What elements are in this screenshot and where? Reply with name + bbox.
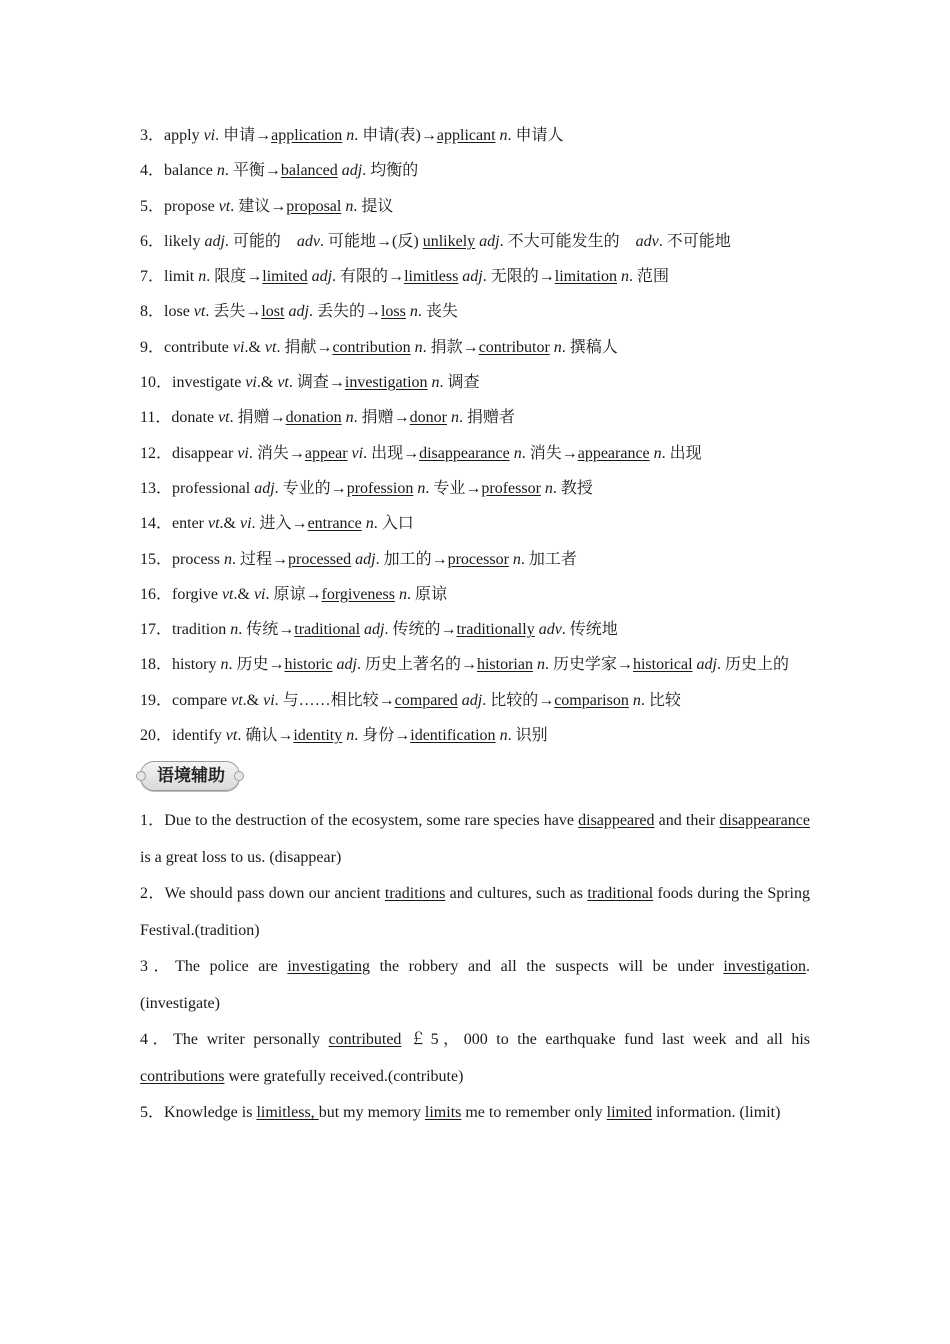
answer-blank: historian	[476, 656, 533, 674]
text-segment: enter	[172, 515, 208, 533]
answer-blank: processed	[288, 550, 352, 568]
part-of-speech: vt	[218, 409, 230, 427]
part-of-speech: adj	[341, 162, 363, 180]
part-of-speech: n	[512, 550, 521, 568]
text-segment: history	[172, 656, 221, 674]
text-segment: . 可能的	[224, 232, 297, 250]
part-of-speech: n	[653, 444, 662, 462]
text-segment: donate	[171, 409, 219, 427]
item-number: 16	[140, 585, 156, 603]
text-segment: . 均衡的	[362, 162, 419, 180]
text-segment: . 丧失	[417, 303, 458, 321]
answer-blank: balanced	[280, 162, 338, 180]
text-segment: . 平衡→	[224, 162, 281, 180]
text-segment: is a great loss to us. (disappear)	[140, 848, 342, 866]
answer-blank: traditionally	[456, 621, 535, 639]
text-segment: . 消失→	[248, 444, 305, 462]
answer-blank: lost	[261, 303, 285, 321]
item-number: 17	[140, 621, 156, 639]
part-of-speech: adv	[538, 621, 562, 639]
text-segment: . 限度→	[206, 268, 263, 286]
text-segment: .&	[244, 338, 265, 356]
part-of-speech: adj	[204, 232, 225, 250]
vocab-item: 18．history n. 历史→historic adj. 历史上著名的→historian n. 历史学家→historical adj. 历史上的	[140, 656, 789, 674]
example-sentence: 4．The writer personally contributed ￡5，000 to the earthquake fund last week and all his contributions were gratefully received.(contribute)	[140, 1031, 810, 1085]
part-of-speech: vt	[208, 515, 220, 533]
text-segment: likely	[164, 232, 205, 250]
text-segment: .&	[233, 585, 254, 603]
text-segment: . 调查→	[288, 374, 345, 392]
answer-blank: compared	[394, 691, 458, 709]
answer-blank: appear	[304, 444, 348, 462]
part-of-speech: adj	[288, 303, 309, 321]
vocab-item: 16．forgive vt.& vi. 原谅→forgiveness n. 原谅	[140, 585, 447, 603]
answer-blank: historical	[632, 656, 693, 674]
part-of-speech: n	[230, 621, 239, 639]
section-header	[140, 753, 810, 803]
text-segment: . 教授	[552, 479, 593, 497]
example-sentence: 5．Knowledge is limitless, but my memory limits me to remember only limited information. (limit)	[140, 1104, 781, 1122]
text-segment: information. (limit)	[651, 1104, 781, 1122]
text-segment: tradition	[172, 621, 231, 639]
vocab-item: 11．donate vt. 捐赠→donation n. 捐赠→donor n. 捐赠者	[140, 409, 515, 427]
text-segment: but my memory	[318, 1104, 425, 1122]
part-of-speech: adj	[355, 550, 376, 568]
answer-blank: investigating	[287, 958, 370, 976]
part-of-speech: n	[345, 197, 354, 215]
answer-blank: limitless	[404, 268, 459, 286]
item-number: 1	[140, 812, 148, 830]
text-segment: . 入口	[373, 515, 414, 533]
text-segment: . 无限的→	[482, 268, 555, 286]
text-segment: . 捐献→	[276, 338, 333, 356]
part-of-speech: vi	[245, 374, 257, 392]
part-of-speech: vt	[264, 338, 277, 356]
part-of-speech: vi	[351, 444, 364, 462]
text-segment: . 传统→	[238, 621, 295, 639]
part-of-speech: adj	[479, 232, 500, 250]
item-number: 3	[140, 127, 148, 144]
text-segment: . 加工者	[520, 550, 577, 568]
text-segment: balance	[164, 162, 217, 180]
text-segment: contribute	[164, 338, 233, 356]
part-of-speech: n	[346, 127, 355, 144]
item-number: 3	[140, 958, 148, 976]
part-of-speech: n	[345, 409, 354, 427]
item-number: 2	[140, 885, 148, 903]
answer-blank: contributions	[140, 1067, 225, 1085]
text-segment: . 不可能地	[658, 232, 731, 250]
part-of-speech: adj	[311, 268, 333, 286]
item-number: 11	[140, 409, 156, 427]
answer-blank: applicant	[436, 127, 496, 144]
example-sentence-list	[140, 803, 810, 1132]
text-segment: . 识别	[507, 727, 548, 745]
answer-blank: historic	[284, 656, 333, 674]
part-of-speech: vi	[240, 515, 252, 533]
part-of-speech: vi	[263, 691, 275, 709]
part-of-speech: n	[198, 268, 207, 286]
text-segment: .&	[256, 374, 278, 392]
part-of-speech: adv	[296, 232, 321, 250]
text-segment: limit	[164, 268, 199, 286]
part-of-speech: n	[414, 338, 423, 356]
answer-blank: contribution	[332, 338, 411, 356]
text-segment: . 传统的→	[384, 621, 457, 639]
example-sentence: 2．We should pass down our ancient traditions and cultures, such as traditional foods during the Spring Festival.(tradition)	[140, 885, 811, 939]
answer-blank: donation	[285, 409, 342, 427]
vocab-item: 5．propose vt. 建议→proposal n. 提议	[140, 197, 394, 215]
text-segment: . 加工的→	[375, 550, 448, 568]
item-number: 14	[140, 515, 156, 533]
example-sentence: 1．Due to the destruction of the ecosystem, some rare species have disappeared and their disappearance is a great loss to us. (disappear)	[140, 812, 810, 866]
text-segment: . 申请(表)→	[354, 127, 437, 144]
text-segment: We should pass down our ancient	[164, 885, 385, 903]
part-of-speech: n	[398, 585, 407, 603]
part-of-speech: n	[216, 162, 225, 180]
part-of-speech: adv	[635, 232, 659, 250]
part-of-speech: vt	[221, 585, 234, 603]
part-of-speech: n	[544, 479, 553, 497]
item-number: 4	[140, 162, 148, 180]
text-segment: . 捐赠→	[229, 409, 286, 427]
part-of-speech: n	[346, 727, 355, 745]
text-segment: . 原谅→	[265, 585, 322, 603]
text-segment: were gratefully received.(contribute)	[224, 1067, 464, 1085]
vocab-item: 4．balance n. 平衡→balanced adj. 均衡的	[140, 162, 419, 180]
text-segment: . 历史→	[228, 656, 285, 674]
vocabulary-list	[140, 118, 810, 753]
item-number: 15	[140, 550, 156, 568]
text-segment: . 范围	[628, 268, 669, 286]
answer-blank: entrance	[307, 515, 362, 533]
answer-blank: application	[271, 127, 343, 144]
text-segment: . 确认→	[237, 727, 294, 745]
answer-blank: processor	[447, 550, 509, 568]
text-segment: identify	[172, 727, 226, 745]
text-segment: . 历史上的	[716, 656, 789, 674]
text-segment: . 传统地	[561, 621, 618, 639]
vocab-item: 3．apply vi. 申请→application n. 申请(表)→applicant n. 申请人	[140, 127, 564, 144]
text-segment: foods during the Spring Festival.(tradition)	[140, 885, 811, 939]
text-segment: . 申请→	[215, 127, 272, 144]
text-segment: . 调查	[439, 374, 480, 392]
answer-blank: limited	[262, 268, 308, 286]
text-segment: . (investigate)	[140, 958, 810, 1012]
answer-blank: disappearance	[419, 444, 510, 462]
item-number: 4	[140, 1031, 148, 1049]
part-of-speech: n	[632, 691, 641, 709]
part-of-speech: vt	[218, 197, 231, 215]
vocab-item: 10．investigate vi.& vt. 调查→investigation n. 调查	[140, 374, 480, 392]
part-of-speech: adj	[461, 691, 483, 709]
text-segment: Knowledge is	[164, 1104, 257, 1122]
item-number: 6	[140, 232, 148, 250]
answer-blank: proposal	[286, 197, 342, 215]
answer-blank: identity	[293, 727, 343, 745]
text-segment: compare	[172, 691, 232, 709]
part-of-speech: n	[224, 550, 232, 568]
part-of-speech: n	[513, 444, 522, 462]
answer-blank: traditions	[384, 885, 446, 903]
part-of-speech: n	[409, 303, 418, 321]
part-of-speech: adj	[254, 479, 275, 497]
text-segment: forgive	[172, 585, 222, 603]
part-of-speech: n	[499, 127, 508, 144]
text-segment: . 捐款→	[422, 338, 479, 356]
part-of-speech: adj	[336, 656, 357, 674]
vocab-item: 9．contribute vi.& vt. 捐献→contribution n. 捐款→contributor n. 撰稿人	[140, 338, 618, 356]
text-segment: . 可能地→(反)	[320, 232, 423, 250]
item-number: 19	[140, 691, 156, 709]
part-of-speech: n	[417, 479, 426, 497]
answer-blank: limited	[606, 1104, 652, 1122]
part-of-speech: adj	[364, 621, 385, 639]
part-of-speech: vt	[193, 303, 206, 321]
text-segment: . 丢失→	[205, 303, 262, 321]
part-of-speech: vi	[203, 127, 216, 144]
part-of-speech: vt	[277, 374, 289, 392]
text-segment: and their	[654, 812, 720, 830]
part-of-speech: vi	[237, 444, 249, 462]
text-segment: propose	[164, 197, 219, 215]
text-segment: .&	[219, 515, 240, 533]
text-segment: . 比较	[640, 691, 681, 709]
part-of-speech: n	[620, 268, 629, 286]
text-segment: . 提议	[353, 197, 394, 215]
text-segment: The writer personally	[173, 1031, 329, 1049]
vocab-item: 12．disappear vi. 消失→appear vi. 出现→disappearance n. 消失→appearance n. 出现	[140, 444, 702, 462]
text-segment: . 进入→	[251, 515, 308, 533]
part-of-speech: adj	[462, 268, 483, 286]
example-sentence: 3．The police are investigating the robbery and all the suspects will be under investigation. (investigate)	[140, 958, 810, 1012]
answer-blank: contributor	[478, 338, 550, 356]
answer-blank: investigation	[723, 958, 806, 976]
answer-blank: traditional	[587, 885, 654, 903]
text-segment: process	[172, 550, 224, 568]
text-segment: ￡5，000 to the earthquake fund last week and all his	[401, 1031, 810, 1049]
text-segment: . 申请人	[507, 127, 564, 144]
text-segment: professional	[172, 479, 255, 497]
text-segment: . 历史上著名的→	[356, 656, 477, 674]
vocab-item: 20．identify vt. 确认→identity n. 身份→identification n. 识别	[140, 727, 548, 745]
vocab-item: 6．likely adj. 可能的 adv. 可能地→(反) unlikely adj. 不大可能发生的 adv. 不可能地	[140, 232, 731, 250]
text-segment: apply	[164, 127, 204, 144]
text-segment: investigate	[172, 374, 246, 392]
text-segment: . 原谅	[406, 585, 447, 603]
part-of-speech: vt	[225, 727, 238, 745]
vocab-item: 19．compare vt.& vi. 与……相比较→compared adj. 比较的→comparison n. 比较	[140, 691, 681, 709]
part-of-speech: adj	[696, 656, 717, 674]
text-segment: . 身份→	[354, 727, 411, 745]
text-segment: . 过程→	[232, 550, 289, 568]
text-segment: . 专业的→	[274, 479, 347, 497]
part-of-speech: vi	[232, 338, 245, 356]
text-segment: lose	[164, 303, 194, 321]
item-number: 5	[140, 197, 148, 215]
text-segment: . 不大可能发生的	[499, 232, 636, 250]
part-of-speech: vt	[231, 691, 243, 709]
part-of-speech: n	[553, 338, 562, 356]
item-number: 10	[140, 374, 156, 392]
text-segment: . 丢失的→	[308, 303, 381, 321]
answer-blank: comparison	[554, 691, 629, 709]
answer-blank: disappeared	[578, 812, 655, 830]
text-segment: me to remember only	[461, 1104, 607, 1122]
text-segment: . 出现	[661, 444, 702, 462]
part-of-speech: n	[499, 727, 508, 745]
vocab-item: 15．process n. 过程→processed adj. 加工的→processor n. 加工者	[140, 550, 577, 568]
item-number: 7	[140, 268, 148, 286]
item-number: 13	[140, 479, 156, 497]
text-segment: . 消失→	[521, 444, 578, 462]
text-segment: Due to the destruction of the ecosystem, some rare species have	[164, 812, 579, 830]
item-number: 20	[140, 727, 156, 745]
item-number: 18	[140, 656, 156, 674]
part-of-speech: n	[450, 409, 459, 427]
answer-blank: unlikely	[422, 232, 476, 250]
document-page	[140, 118, 810, 1132]
item-number: 5	[140, 1104, 148, 1122]
text-segment: disappear	[172, 444, 238, 462]
text-segment: . 建议→	[230, 197, 287, 215]
answer-blank: investigation	[344, 374, 428, 392]
answer-blank: appearance	[577, 444, 650, 462]
text-segment: . 比较的→	[482, 691, 555, 709]
answer-blank: profession	[346, 479, 414, 497]
part-of-speech: vi	[253, 585, 266, 603]
text-segment: . 有限的→	[332, 268, 405, 286]
text-segment: . 撰稿人	[561, 338, 618, 356]
text-segment: The police are	[175, 958, 288, 976]
answer-blank: donor	[409, 409, 447, 427]
vocab-item: 8．lose vt. 丢失→lost adj. 丢失的→loss n. 丧失	[140, 303, 458, 321]
item-number: 12	[140, 444, 156, 462]
text-segment: . 出现→	[363, 444, 420, 462]
answer-blank: limitation	[554, 268, 617, 286]
item-number: 9	[140, 338, 148, 356]
vocab-item: 14．enter vt.& vi. 进入→entrance n. 入口	[140, 515, 414, 533]
section-title-badge: 语境辅助	[140, 761, 240, 791]
answer-blank: limitless,	[256, 1104, 319, 1122]
answer-blank: contributed	[328, 1031, 402, 1049]
answer-blank: traditional	[294, 621, 361, 639]
text-segment: . 捐赠→	[353, 409, 410, 427]
answer-blank: professor	[481, 479, 541, 497]
answer-blank: limits	[424, 1104, 462, 1122]
part-of-speech: n	[220, 656, 229, 674]
text-segment: . 历史学家→	[544, 656, 633, 674]
answer-blank: identification	[410, 727, 496, 745]
text-segment: . 捐赠者	[458, 409, 515, 427]
text-segment: .&	[242, 691, 264, 709]
vocab-item: 13．professional adj. 专业的→profession n. 专业→professor n. 教授	[140, 479, 593, 497]
item-number: 8	[140, 303, 148, 321]
answer-blank: loss	[380, 303, 406, 321]
vocab-item: 17．tradition n. 传统→traditional adj. 传统的→traditionally adv. 传统地	[140, 621, 618, 639]
text-segment: and cultures, such as	[445, 885, 588, 903]
text-segment: the robbery and all the suspects will be under	[370, 958, 724, 976]
part-of-speech: n	[536, 656, 545, 674]
answer-blank: disappearance	[719, 812, 810, 830]
answer-blank: forgiveness	[321, 585, 395, 603]
text-segment: . 专业→	[425, 479, 482, 497]
part-of-speech: n	[431, 374, 440, 392]
vocab-item: 7．limit n. 限度→limited adj. 有限的→limitless adj. 无限的→limitation n. 范围	[140, 268, 669, 286]
text-segment: . 与……相比较→	[274, 691, 395, 709]
part-of-speech: n	[365, 515, 374, 533]
